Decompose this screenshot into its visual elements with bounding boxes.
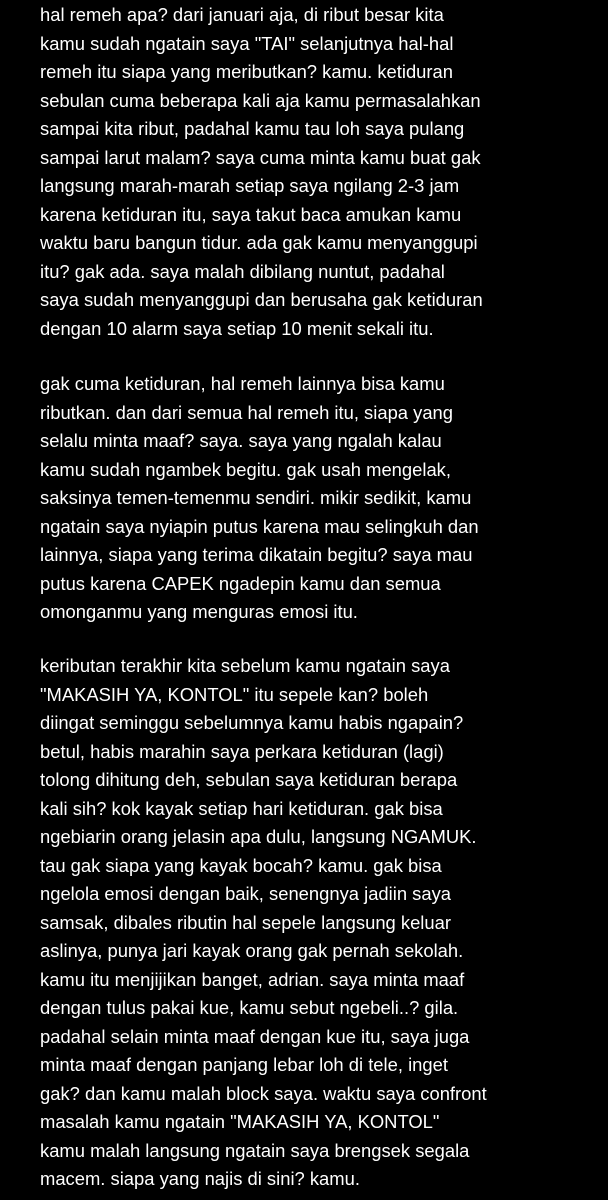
text-line: itu? gak ada. saya malah dibilang nuntut, padahal xyxy=(40,260,445,282)
text-line: padahal selain minta maaf dengan kue itu, saya juga xyxy=(40,1025,470,1047)
text-line: dengan 10 alarm saya setiap 10 menit sekali itu. xyxy=(40,317,434,339)
text-line: karena ketiduran itu, saya takut baca amukan kamu xyxy=(40,203,462,225)
text-line: ngelola emosi dengan baik, senengnya jadiin saya xyxy=(40,883,452,904)
text-line: ngebiarin orang jelasin apa dulu, langsung NGAMUK. xyxy=(40,826,477,847)
text-line: tau gak siapa yang kayak bocah? kamu. gak bisa xyxy=(40,854,442,876)
text-line: keributan terakhir kita sebelum kamu ngatain saya xyxy=(40,655,450,676)
text-line: "MAKASIH YA, KONTOL" itu sepele kan? boleh xyxy=(40,683,429,705)
text-line: remeh itu siapa yang meributkan? kamu. ketiduran xyxy=(40,61,453,82)
text-line: kamu itu menjijikan banget, adrian. saya minta maaf xyxy=(40,968,465,990)
text-line: gak? dan kamu malah block saya. waktu saya confront xyxy=(40,1082,487,1104)
text-line: waktu baru bangun tidur. ada gak kamu menyanggupi xyxy=(40,232,478,253)
text-line: kamu sudah ngatain saya "TAI" selanjutnya hal-hal xyxy=(40,32,454,54)
text-line: lainnya, siapa yang terima dikatain begitu? saya mau xyxy=(40,544,473,565)
text-line: saya sudah menyanggupi dan berusaha gak ketiduran xyxy=(40,289,483,310)
text-line: langsung marah-marah setiap saya ngilang 2-3 jam xyxy=(40,175,460,196)
text-line: kamu sudah ngambek begitu. gak usah mengelak, xyxy=(40,458,451,480)
text-line: sampai kita ribut, padahal kamu tau loh saya pulang xyxy=(40,118,465,139)
text-line: masalah kamu ngatain "MAKASIH YA, KONTOL" xyxy=(40,1111,440,1132)
text-line: dengan tulus pakai kue, kamu sebut ngebeli..? gila. xyxy=(40,997,459,1018)
text-line: aslinya, punya jari kayak orang gak pernah sekolah. xyxy=(40,940,464,961)
text-line: selalu minta maaf? saya. saya yang ngalah kalau xyxy=(40,430,442,451)
text-line: ngatain saya nyiapin putus karena mau selingkuh dan xyxy=(40,515,479,537)
text-line: betul, habis marahin saya perkara ketiduran (lagi) xyxy=(40,740,444,762)
text-line: hal remeh apa? dari januari aja, di ribut besar kita xyxy=(40,4,444,25)
text-line: omonganmu yang menguras emosi itu. xyxy=(40,601,358,622)
text-line: diingat seminggu sebelumnya kamu habis ngapain? xyxy=(40,712,464,733)
text-line: samsak, dibales ributin hal sepele langsung keluar xyxy=(40,911,451,933)
text-line: minta maaf dengan panjang lebar loh di tele, inget xyxy=(40,1054,448,1075)
text-line: macem. siapa yang najis di sini? kamu. xyxy=(40,1168,360,1189)
text-line: ributkan. dan dari semua hal remeh itu, siapa yang xyxy=(40,401,454,423)
text-line: tolong dihitung deh, sebulan saya ketiduran berapa xyxy=(40,769,458,790)
paragraph-3 xyxy=(40,652,600,1194)
text-line: putus karena CAPEK ngadepin kamu dan semua xyxy=(40,572,441,594)
text-line: sampai larut malam? saya cuma minta kamu buat gak xyxy=(40,146,481,168)
paragraph-2 xyxy=(40,370,600,627)
text-line: saksinya temen-temenmu sendiri. mikir sedikit, kamu xyxy=(40,487,472,508)
text-line: kamu malah langsung ngatain saya brengsek segala xyxy=(40,1139,470,1161)
text-line: kali sih? kok kayak setiap hari ketiduran. gak bisa xyxy=(40,797,443,819)
paragraph-1 xyxy=(40,1,600,343)
text-line: gak cuma ketiduran, hal remeh lainnya bisa kamu xyxy=(40,373,445,394)
text-line: sebulan cuma beberapa kali aja kamu permasalahkan xyxy=(40,89,481,111)
